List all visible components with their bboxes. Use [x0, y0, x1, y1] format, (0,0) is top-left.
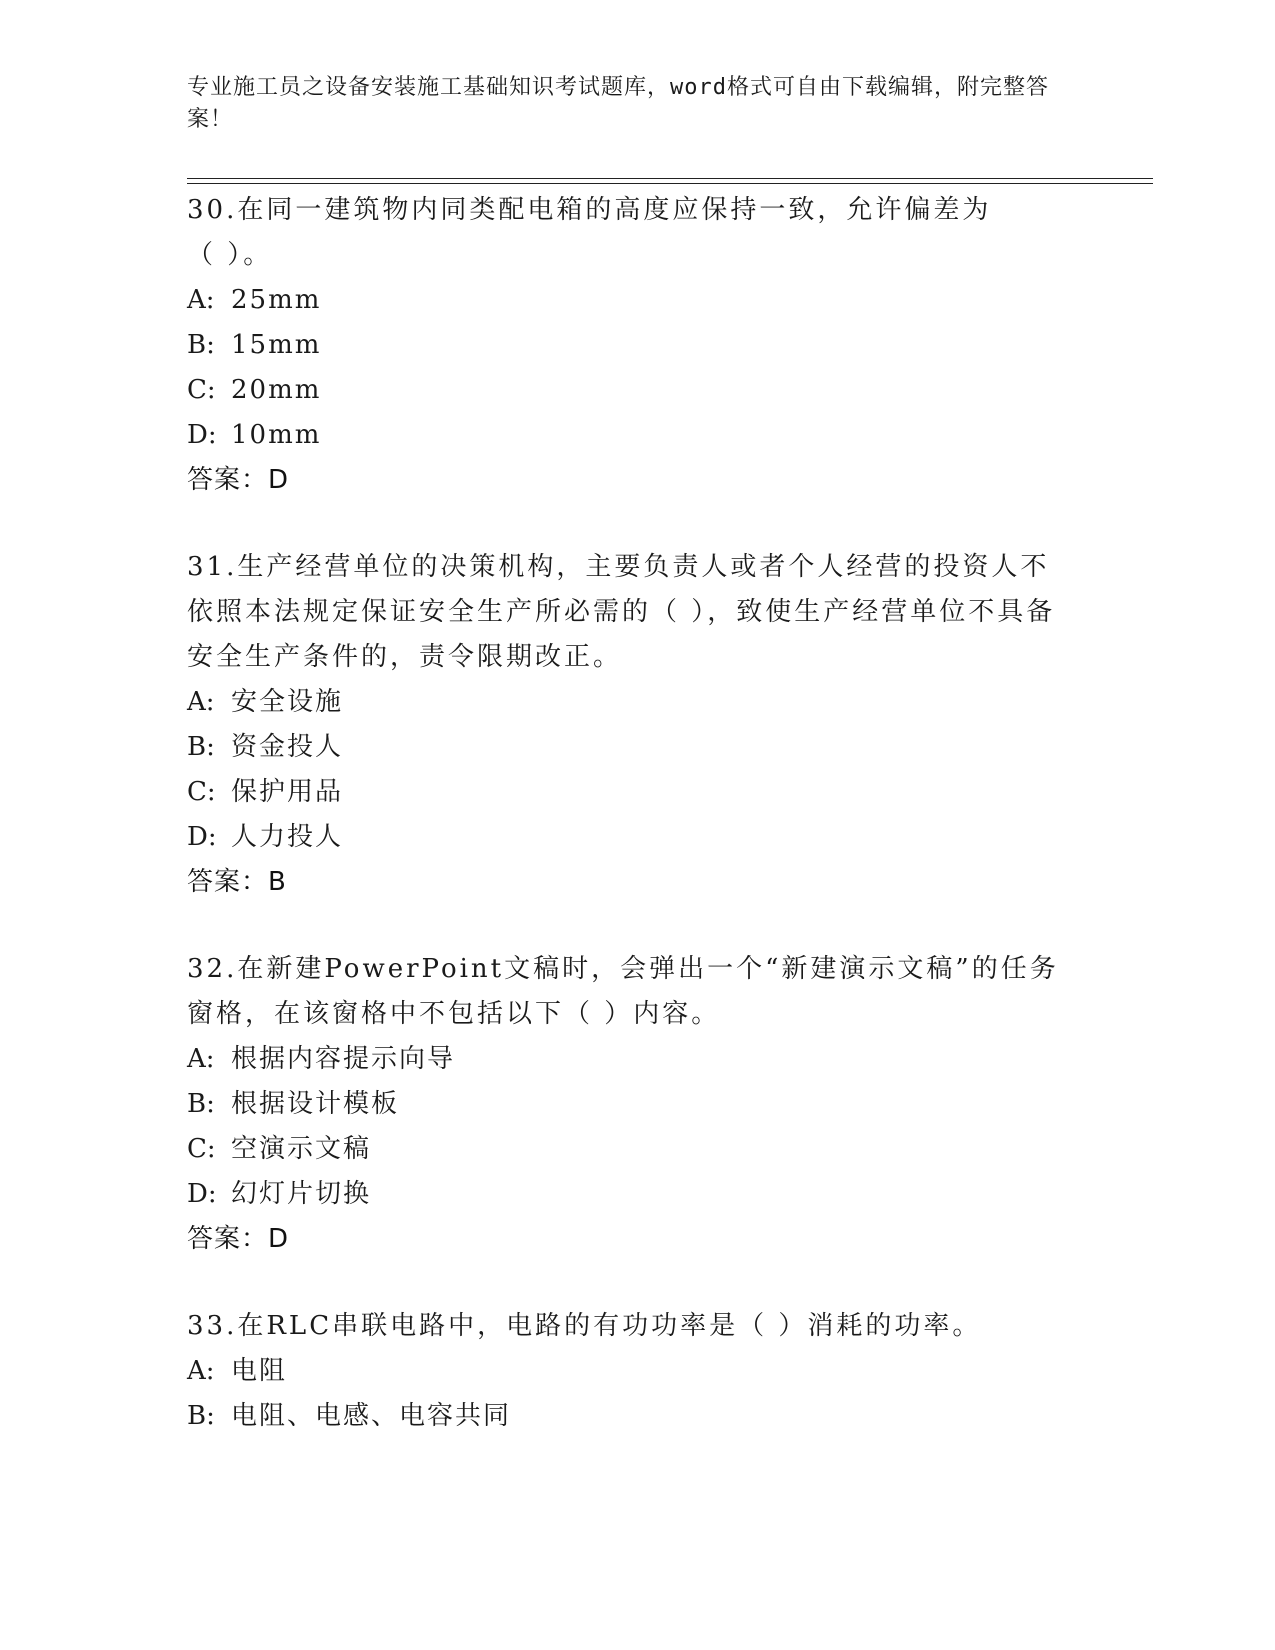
option-text: 幻灯片切换 — [231, 1179, 372, 1209]
question-list — [187, 188, 1087, 1439]
option-b — [187, 323, 1087, 368]
option-letter: D: — [187, 1179, 217, 1209]
option-b — [187, 725, 1087, 770]
question-stem: 33.在RLC串联电路中，电路的有功功率是（ ）消耗的功率。 — [187, 1311, 982, 1341]
option-d — [187, 1172, 1087, 1217]
option-letter: A: — [187, 285, 215, 315]
question-stem: 31.生产经营单位的决策机构，主要负责人或者个人经营的投资人不依照本法规定保证安全生产所必需的（ ），致使生产经营单位不具备安全生产条件的，责令限期改正。 — [187, 552, 1056, 672]
option-text: 电阻 — [231, 1356, 288, 1386]
option-a — [187, 1349, 1087, 1394]
option-a — [187, 680, 1087, 725]
question-31 — [187, 545, 1087, 905]
option-letter: B: — [187, 330, 215, 360]
option-b — [187, 1394, 1087, 1439]
option-text: 10mm — [231, 420, 322, 450]
option-letter: B: — [187, 732, 215, 762]
answer-label: 答案：B — [187, 867, 287, 897]
option-a — [187, 278, 1087, 323]
option-a — [187, 1037, 1087, 1082]
question-spacer — [187, 503, 1087, 545]
header-divider-bottom — [187, 183, 1153, 184]
question-30 — [187, 188, 1087, 503]
option-c — [187, 1127, 1087, 1172]
question-33 — [187, 1304, 1087, 1439]
option-letter: D: — [187, 822, 217, 852]
option-text: 电阻、电感、电容共同 — [231, 1401, 512, 1431]
option-letter: A: — [187, 1044, 215, 1074]
option-text: 根据设计模板 — [231, 1089, 400, 1119]
question-spacer — [187, 1262, 1087, 1304]
option-text: 资金投人 — [231, 732, 344, 762]
option-text: 人力投人 — [231, 822, 344, 852]
option-text: 25mm — [231, 285, 322, 315]
option-text: 20mm — [231, 375, 322, 405]
question-stem: 30.在同一建筑物内同类配电箱的高度应保持一致，允许偏差为（ ）。 — [187, 195, 992, 270]
option-b — [187, 1082, 1087, 1127]
option-text: 保护用品 — [231, 777, 344, 807]
option-d — [187, 413, 1087, 458]
header-divider-top — [187, 178, 1153, 179]
question-stem: 32.在新建PowerPoint文稿时，会弹出一个“新建演示文稿”的任务窗格，在该窗格中不包括以下（ ）内容。 — [187, 954, 1059, 1029]
option-letter: A: — [187, 1356, 215, 1386]
question-32 — [187, 947, 1087, 1262]
option-letter: B: — [187, 1401, 215, 1431]
option-c — [187, 770, 1087, 815]
option-text: 安全设施 — [231, 687, 344, 717]
option-letter: D: — [187, 420, 217, 450]
option-letter: B: — [187, 1089, 215, 1119]
option-d — [187, 815, 1087, 860]
answer-label: 答案：D — [187, 1224, 290, 1254]
option-letter: C: — [187, 777, 216, 807]
option-text: 空演示文稿 — [231, 1134, 372, 1164]
document-intro: 专业施工员之设备安装施工基础知识考试题库，word格式可自由下载编辑，附完整答案！ — [187, 75, 1049, 132]
option-text: 15mm — [231, 330, 322, 360]
answer-label: 答案：D — [187, 465, 290, 495]
option-text: 根据内容提示向导 — [231, 1044, 456, 1074]
option-letter: A: — [187, 687, 215, 717]
option-letter: C: — [187, 375, 216, 405]
question-spacer — [187, 905, 1087, 947]
option-c — [187, 368, 1087, 413]
option-letter: C: — [187, 1134, 216, 1164]
